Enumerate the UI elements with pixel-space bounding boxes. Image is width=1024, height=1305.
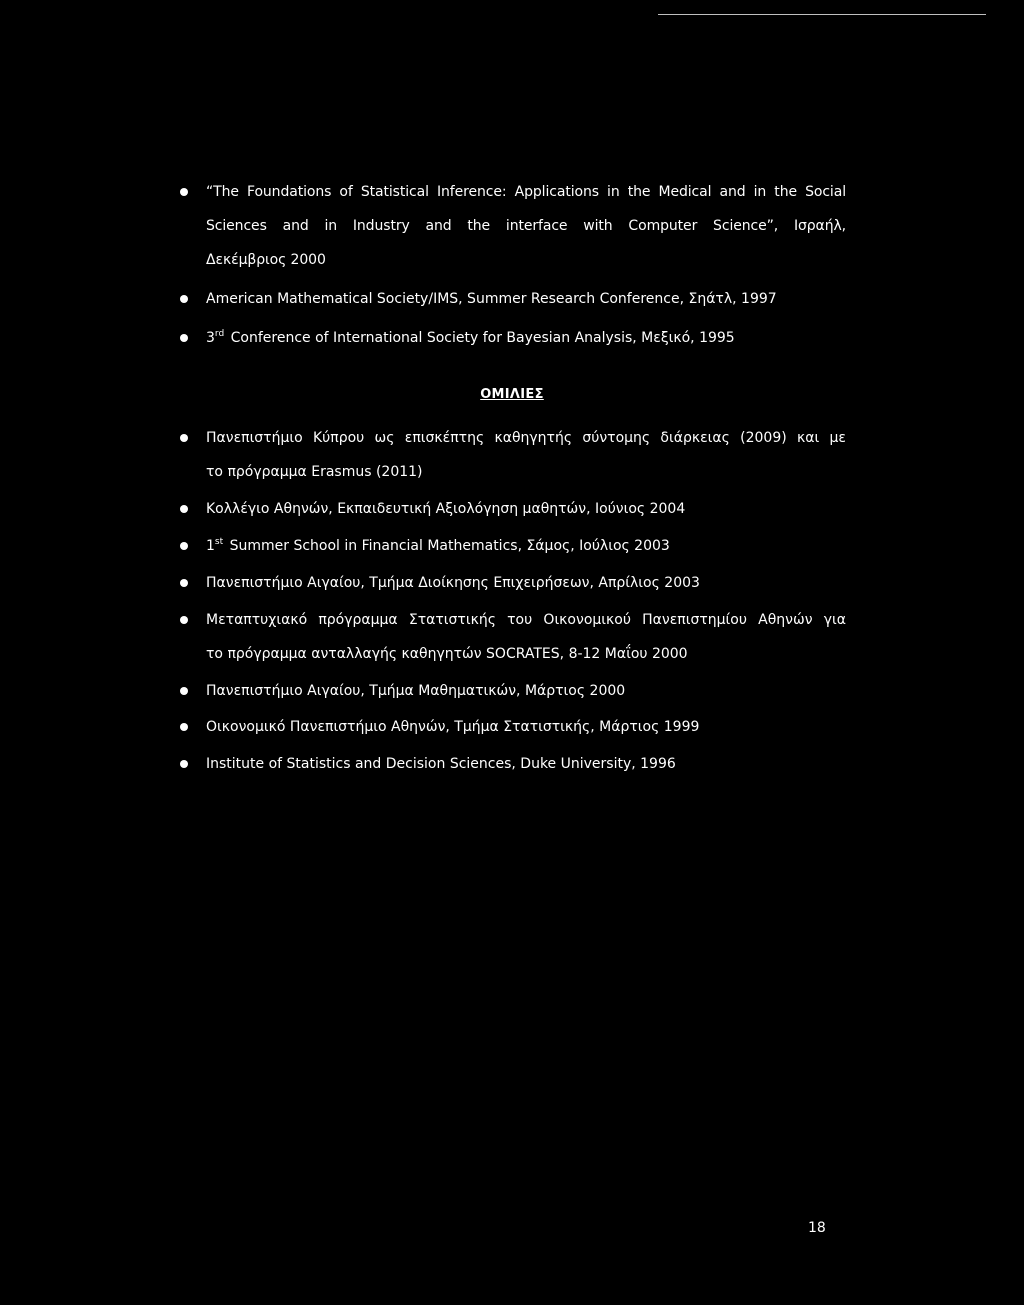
list-item: [206, 492, 846, 526]
section-heading: ΟΜΙΛΙΕΣ: [480, 387, 544, 402]
bullet-icon: [180, 616, 188, 624]
ordinal-suffix: rd: [214, 329, 225, 340]
item-text: Κολλέγιο Αθηνών, Εκπαιδευτική Αξιολόγηση μαθητών, Ιούνιος 2004: [206, 501, 686, 517]
item-line: Sciences and in Industry and the interface with Computer Science”, Ισραήλ,: [206, 218, 846, 234]
list-item: [206, 421, 846, 489]
item-line: το πρόγραμμα ανταλλαγής καθηγητών SOCRATES, 8-12 Μαΐου 2000: [206, 646, 688, 662]
item-text: American Mathematical Society/IMS, Summer Research Conference, Σηάτλ, 1997: [206, 291, 777, 307]
item-text: Πανεπιστήμιο Αιγαίου, Τμήμα Διοίκησης Επιχειρήσεων, Απρίλιος 2003: [206, 575, 700, 591]
item-line: Μεταπτυχιακό πρόγραμμα Στατιστικής του Οικονομικού Πανεπιστημίου Αθηνών για: [206, 612, 846, 628]
item-line: Πανεπιστήμιο Κύπρου ως επισκέπτης καθηγητής σύντομης διάρκειας (2009) και με: [206, 430, 846, 446]
ordinal-suffix: st: [214, 537, 224, 548]
top-rule: [658, 14, 986, 15]
list-item: [206, 710, 846, 744]
ordinal-number: 3: [206, 330, 215, 346]
item-text: Οικονομικό Πανεπιστήμιο Αθηνών, Τμήμα Στατιστικής, Μάρτιος 1999: [206, 719, 700, 735]
bullet-icon: [180, 723, 188, 731]
bullet-icon: [180, 434, 188, 442]
page-number: 18: [808, 1220, 826, 1236]
bullet-icon: [180, 542, 188, 550]
bullet-icon: [180, 334, 188, 342]
list-item: [206, 175, 846, 277]
item-text: Summer School in Financial Mathematics, Σάμος, Ιούλιος 2003: [229, 538, 670, 554]
bullet-icon: [180, 579, 188, 587]
list-item: [206, 529, 846, 563]
bullet-icon: [180, 687, 188, 695]
item-text: Institute of Statistics and Decision Sciences, Duke University, 1996: [206, 756, 676, 772]
list-item: [206, 321, 846, 355]
item-line: το πρόγραμμα Erasmus (2011): [206, 464, 423, 480]
bullet-icon: [180, 760, 188, 768]
list-item: [206, 603, 846, 671]
item-line: “The Foundations of Statistical Inference: Applications in the Medical and in the Social: [206, 184, 846, 200]
list-item: [206, 674, 846, 708]
item-line: Δεκέμβριος 2000: [206, 252, 326, 268]
bullet-icon: [180, 505, 188, 513]
list-item: [206, 566, 846, 600]
ordinal-number: 1: [206, 538, 215, 554]
bullet-icon: [180, 295, 188, 303]
item-text: Conference of International Society for Bayesian Analysis, Μεξικό, 1995: [230, 330, 735, 346]
item-text: Πανεπιστήμιο Αιγαίου, Τμήμα Μαθηματικών, Μάρτιος 2000: [206, 683, 626, 699]
list-item: [206, 282, 846, 316]
bullet-icon: [180, 188, 188, 196]
list-item: [206, 747, 846, 781]
